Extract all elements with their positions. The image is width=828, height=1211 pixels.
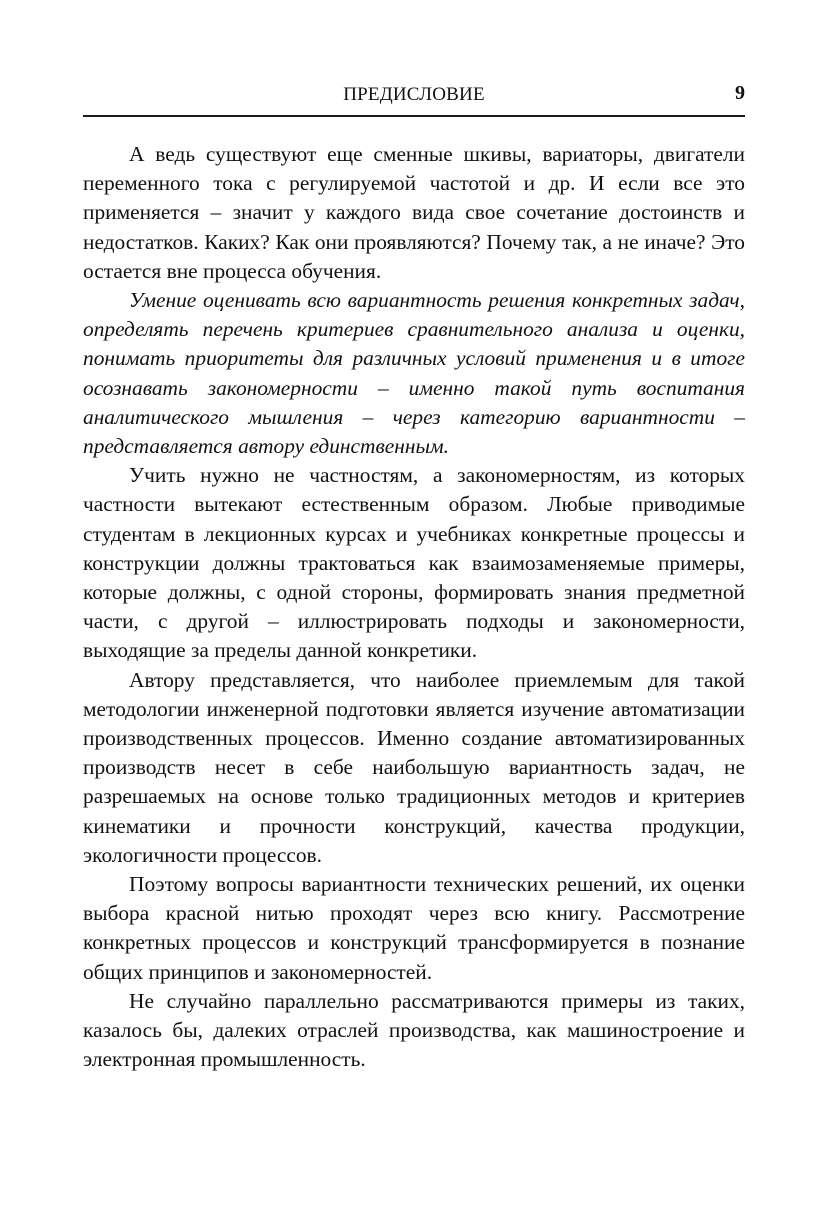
page-number: 9 [735, 82, 745, 104]
paragraph: Автору представляется, что наиболее приемлемым для такой методологии инженерной подготовки является изучение автоматизации производственных процессов. Именно создание автоматизированных производств несет в себе наибольшую вариантность задач, не разрешаемых на основе только традиционных методов и критериев кинематики и прочности конструкций, качества продукции, экологичности процессов. [83, 667, 745, 867]
running-header [83, 0, 745, 117]
paragraph: Учить нужно не частностям, а закономерностям, из которых частности вытекают естественным образом. Любые приводимые студентам в лекционных курсах и учебниках конкретные процессы и конструкции должны трактоваться как взаимозаменяемые примеры, которые должны, с одной стороны, формировать знания предметной части, с другой – иллюстрировать подходы и закономерности, выходящие за пределы данной конкретики. [83, 463, 745, 663]
running-title: ПРЕДИСЛОВИЕ [343, 84, 485, 105]
italic-paragraph: Умение оценивать всю вариантность решения конкретных задач, определять перечень критериев сравнительного анализа и оценки, понимать приоритеты для различных условий применения и в итоге осознавать закономерности – именно такой путь воспитания аналитического мышления – через категорию вариантности – представляется автору единственным. [83, 288, 745, 459]
book-page [83, 0, 745, 1072]
paragraph: А ведь существуют еще сменные шкивы, вариаторы, двигатели переменного тока с регулируемой частотой и др. И если все это применяется – значит у каждого вида свое сочетание достоинств и недостатков. Каких? Как они проявляются? Почему так, а не иначе? Это остается вне процесса обучения. [83, 142, 745, 283]
paragraph: Не случайно параллельно рассматриваются примеры из таких, казалось бы, далеких отраслей производства, как машиностроение и электронная промышленность. [83, 988, 745, 1072]
body-text [83, 140, 745, 1075]
paragraph: Поэтому вопросы вариантности технических решений, их оценки выбора красной нитью проходят через всю книгу. Рассмотрение конкретных процессов и конструкций трансформируется в познание общих принципов и закономерностей. [83, 872, 745, 984]
